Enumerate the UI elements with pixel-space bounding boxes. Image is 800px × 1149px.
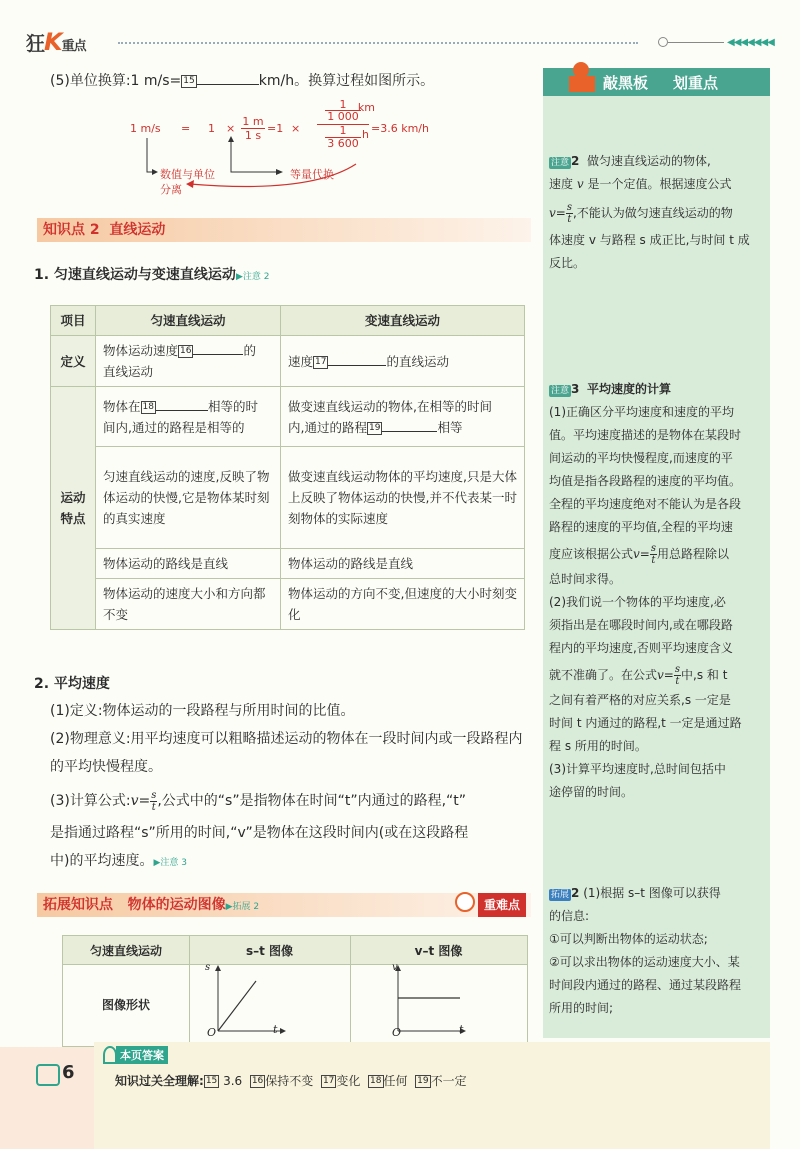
table-header: 匀速直线运动	[96, 306, 281, 336]
table-cell: 做变速直线运动的物体,在相等的时间 内,通过的路程 19 相等	[281, 387, 525, 447]
row-label-shape: 图像形状	[101, 998, 150, 1012]
side-extension-2: 拓展 2 (1)根据 s–t 图像可以获得 的信息: ①可以判断出物体的运动状态; ②可以求出物体的运动速度大小、某 时间段内通过的路程、通过某段路程 所用的时间;	[549, 886, 742, 1015]
paragraph-formula: (3)计算公式:v= $\frac{s}{t}$ ,公式中的“s”是指物体在时间“t”内通过的路程,“t”	[50, 789, 467, 813]
table-cell: 物体运动的路线是直线	[281, 549, 525, 579]
header-logo: 狂K重点	[26, 28, 86, 56]
header-divider	[118, 42, 638, 44]
header-arrows-icon: ◀◀◀◀◀◀◀	[727, 37, 774, 48]
avg-speed-text: (1)定义:物体运动的一段路程与所用时间的比值。 (2)物理意义:用平均速度可以粗略描述运动的物体在一段时间内或一段路程内的平均快慢程度。 (3)计算公式:v= $\frac{s}{t}$ ,公式中的“s”是指物体在时间“t”内通过的路程,“t” 是指通过路程“s”所用的时间,“v”是物体在这段时间内(或在这段路程 中)的平均速度。▶注意 3	[50, 697, 530, 877]
header-circle-icon	[658, 37, 668, 47]
graph-table-header: s–t 图像	[245, 944, 294, 958]
diagram-times: ×	[226, 122, 236, 135]
table-cell: 做变速直线运动物体的平均速度,只是大体上反映了物体运动的快慢,并不代表某一时刻物体的实际速度	[281, 447, 525, 549]
v-t-y-label: v	[392, 962, 398, 973]
diagram-ms: 1 m/s	[130, 122, 161, 135]
row-label-definition: 定义	[51, 336, 96, 387]
magnifier-icon	[455, 892, 475, 912]
answer-box-17: 17	[315, 356, 327, 367]
v-t-origin: O	[392, 1026, 402, 1039]
table-header: 项目	[51, 306, 96, 336]
answer-box-19: 19	[368, 422, 381, 433]
table-cell: 物体运动的速度大小和方向都不变	[96, 579, 281, 630]
answer-box-16: 16	[180, 346, 192, 356]
pencil-icon	[36, 1064, 60, 1086]
unit-conversion-line: (5)单位换算:1 m/s= 15 km/h。换算过程如图所示。	[50, 73, 435, 89]
paragraph-formula-2: 是指通过路程“s”所用的时间,“v”是物体在这段时间内(或在这段路程	[50, 825, 469, 841]
diagram-one: 1	[208, 122, 215, 135]
s-t-y-label: s	[205, 962, 211, 973]
table-cell: 物体运动的方向不变,但速度的大小时刻变化	[281, 579, 525, 630]
sidebar-title: 敲黑板 划重点	[543, 68, 770, 96]
answer-box-15: 15	[183, 75, 195, 86]
v-t-graph	[388, 963, 478, 1045]
extension-tag-icon: 拓展	[551, 890, 570, 900]
table-cell: 匀速直线运动的速度,反映了物体运动的快慢,它是物体某时刻的真实速度	[96, 447, 281, 549]
s-t-origin: O	[207, 1026, 217, 1039]
answers-panel	[94, 1042, 770, 1149]
graph-table-header: v–t 图像	[414, 944, 463, 958]
header-line	[668, 42, 724, 43]
v-t-x-label: t	[459, 1023, 464, 1036]
diagram-fraction-m-s: 1 m 1 s	[242, 115, 264, 142]
diagram-result: =3.6 km/h	[371, 122, 429, 135]
table-cell: 物体运动的路线是直线	[96, 549, 281, 579]
answer-box-18: 18	[142, 401, 154, 412]
page-number: 6	[62, 1062, 75, 1083]
heading-2: 2. 平均速度	[34, 676, 110, 692]
heading-1: 1. 匀速直线运动与变速直线运动▶注意 2	[34, 267, 270, 283]
graph-table-header: 匀速直线运动	[89, 944, 162, 958]
diagram-compound-fraction: 1 1 000 km 1 3 600 h	[317, 99, 369, 150]
table-header: 变速直线运动	[281, 306, 525, 336]
note-tag-icon: 注意	[551, 158, 570, 168]
diagram-note-separate: 数值与单位	[160, 168, 215, 181]
teacher-body-icon	[569, 76, 595, 92]
paragraph-meaning: (2)物理意义:用平均速度可以粗略描述运动的物体在一段时间内或一段路程内的平均快慢程度。	[50, 731, 523, 775]
side-note-3: 注意 3 平均速度的计算 (1)正确区分平均速度和速度的平均 值。平均速度描述的是物体在某段时 间运动的平均快慢程度,而速度的平 均值是指各段路程的速度的平均值。 全程的平均速度绝对不能认为是各段 路程的速度的平均值,全程的平均速 度应该根据公式v= $\frac{s}{t}$ 用总路程除以 总时间求得。 (2)我们说一个物体的平均速度,必 须指出是在哪段时间内,或在哪段路 程内的平均速度,否则平均速度含义 就不准确了。在公式v= $\frac{s}{t}$ 中,s 和 t 之间有着严格的对应关系,s 一定是 时间 t 内通过的路程,t 一定是通过路 程 s 所用的时间。 (3)计算平均速度时,总时间包括中 途停留的时间。	[549, 382, 742, 799]
diagram-note-substitute: 等量代换	[290, 168, 334, 181]
note-tag-icon: 注意	[551, 386, 570, 396]
row-label-features: 运动 特点	[51, 387, 96, 630]
table-cell: 物体在 18 相等的时 间内,通过的路程是相等的	[96, 387, 281, 447]
diagram-equals: =	[181, 122, 191, 135]
table-cell: 速度 17 的直线运动	[281, 336, 525, 387]
side-note-2: 注意 2 做匀速直线运动的物体, 速度 v 是一个定值。根据速度公式 v= $\frac{s}{t}$ ,不能认为做匀速直线运动的物 体速度 v 与路程 s 成正比,与时间 t 成 反比。	[549, 154, 750, 270]
key-icon	[103, 1046, 117, 1064]
footer-page-block	[0, 1047, 96, 1149]
table-cell: 物体运动速度 16 的 直线运动	[96, 336, 281, 387]
difficulty-badge: 重难点	[478, 893, 526, 917]
answers-line: 知识过关全理解: 15 3.6 16 保持不变 17 变化 18 任何 19 不一定	[115, 1074, 467, 1088]
diagram-note-separate-2: 分离	[160, 183, 182, 196]
section-bar-kp2: 知识点 2 直线运动	[37, 218, 531, 242]
motion-comparison-table	[50, 305, 525, 630]
answers-title: 本页答案	[116, 1046, 168, 1064]
paragraph-definition: (1)定义:物体运动的一段路程与所用时间的比值。	[50, 703, 355, 719]
s-t-x-label: t	[273, 1023, 278, 1036]
section-bar-extension: 拓展知识点 物体的运动图像▶拓展 2	[37, 893, 531, 917]
diagram-equals-one: =1	[267, 122, 284, 135]
diagram-times-2: ×	[291, 122, 301, 135]
